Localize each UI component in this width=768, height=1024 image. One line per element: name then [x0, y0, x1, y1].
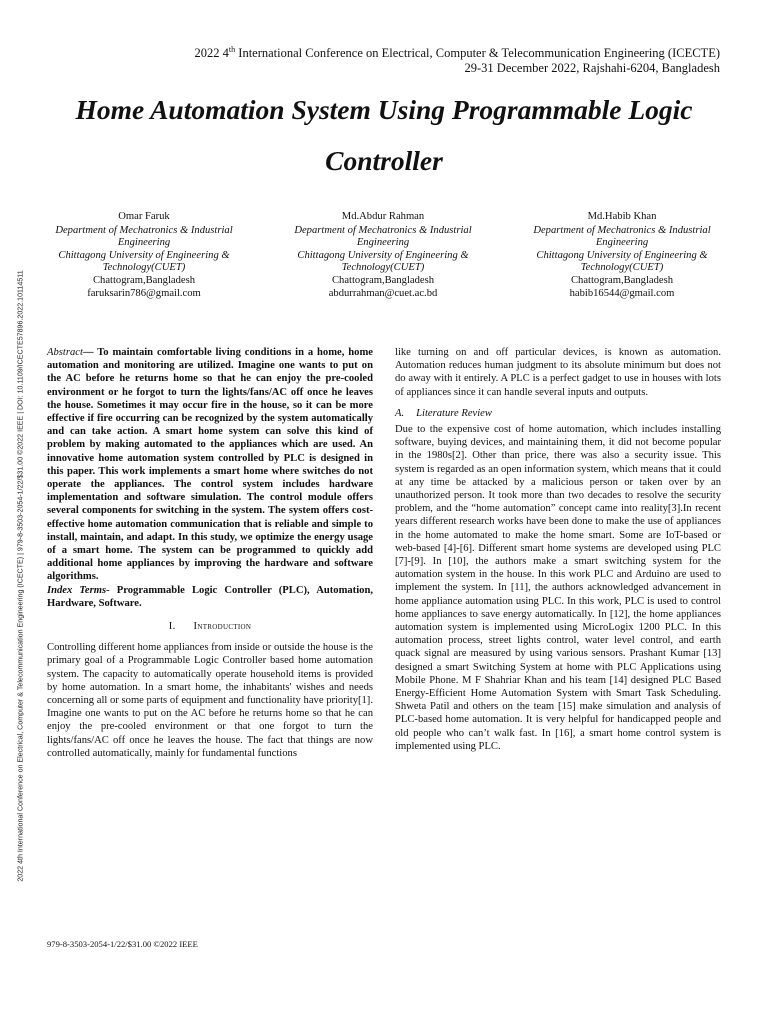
author-department: Department of Mechatronics & Industrial Engineering	[533, 224, 711, 249]
conf-year: 2022 4	[194, 46, 229, 61]
subsection-heading-literature-review	[395, 407, 721, 420]
abstract-label: Abstract	[47, 347, 83, 358]
author-university: Chittagong University of Engineering & Technology(CUET)	[58, 249, 230, 274]
author-university: Chittagong University of Engineering & Technology(CUET)	[536, 249, 708, 274]
doi-strip-text: 2022 4th International Conference on Electrical, Computer & Telecommunication Engineering (ICECTE) | 979-8-3503-2054-1/22/$31.00 ©2022 IEEE | DOI: 10.1109/ICECTE57896.2022.10114511	[17, 270, 25, 882]
author-university: Chittagong University of Engineering & Technology(CUET)	[297, 249, 469, 274]
left-column	[47, 346, 373, 760]
index-terms	[47, 584, 373, 610]
introduction-continued: like turning on and off particular devices, is known as automation. Automation reduces human judgment to its absolute minimum but does not do away with it entirely. A PLC is a perfect gadget to use in houses with lots of appliances since it can handle several inputs and outputs.	[395, 347, 721, 398]
index-terms-label: Index Terms-	[47, 584, 110, 596]
conf-ordinal: th	[228, 45, 236, 54]
conference-name	[195, 42, 720, 61]
conf-title: International Conference on Electrical, Computer & Telecommunication Engineering (ICECTE)	[235, 46, 720, 61]
side-doi-strip	[14, 186, 28, 966]
author-name: Md.Abdur Rahman	[341, 211, 425, 222]
author-name: Md.Habib Khan	[587, 211, 657, 222]
author-name: Omar Faruk	[118, 211, 170, 222]
subsection-number: A.	[395, 407, 405, 419]
subsection-title: Literature Review	[416, 407, 492, 419]
literature-review-paragraph: Due to the expensive cost of home automation, which includes installing software, buying devices, and maintaining them, it did not become popular in the 1980s[2]. Other than price, there was also a security issue. This system is regarded as an open information system, which means that it could at any time be attacked by a malicious person or taken over by an unauthorized person. It took more than two decades to resolve the security problem, and the “home automation” concept came into reality[3].In recent years different research works have been done to make the use of appliances in the home automated to make the home smart. Some are IoT-based or web-based [4]-[6]. Different smart home systems are developed using PLC [7]-[9]. In [10], the authors make a smart switching system for the automation system in the house. In this work PLC and Arduino are used to implement the system. In [11], the authors acknowledged advancement in home appliance automation using PLC. In this work, PLC is used to control home appliances to save energy automatically. In [12], the home appliances automation system is implemented using MicroLogix 1200 PLC. In this automation process, street lights control, water level control, and earth quack signal are measured by using various sensors. Prashant Kumar [13] designed a smart Switching System at home with PLC Applications using Mobile Phone. M F Shahriar Khan and his team [14] designed PLC Based Energy-Efficient Home Automation System with Smart Task Scheduling. Shweta Patil and others on the team [15] make simulation and analysis of PLC-based home automation. It is very helpful for handicapped people and old people who can’t walk fast. In [16], a smart home control system is implemented using PLC.	[395, 424, 721, 752]
author-city: Chattogram,Bangladesh	[331, 274, 435, 286]
author-2	[283, 211, 483, 300]
right-column	[395, 346, 721, 753]
copyright-footer: 979-8-3503-2054-1/22/$31.00 ©2022 IEEE	[47, 939, 198, 949]
introduction-paragraph: Controlling different home appliances from inside or outside the house is the primary goal of a Programmable Logic Controller based home automation system. The capacity to automatically operate household items is provided by home automation. In a smart home, the inhabitants' wishes and needs concerning all or some parts of equipment and functionality have priority[1]. Imagine one wants to put on the AC before he returns home so that he can enjoy the pre-cooled environment or that one forgot to turn the lights/fans/AC off once he leaves the house. The fact that things are now controlled automatically, mainly for fundamental functions	[47, 642, 373, 759]
author-email[interactable]: abdurrahman@cuet.ac.bd	[328, 287, 438, 299]
conference-header	[195, 42, 720, 76]
author-3	[522, 211, 722, 300]
abstract-body: — To maintain comfortable living conditions in a home, home automation and monitoring are utilized. Imagine one wants to put on the AC before he returns home so that he can enjoy the pre-cooled environment or he forgot to turn the lights/fans/AC off once he leaves the house. Sometimes it may occur fire in the house, so it can be more effective if fire occurring can be recognized by the system automatically and can take action. A smart home system can solve this kind of problem by making automated to the appliances which are used. An innovative home automation system controlled by PLC is designed in this paper. This work implements a smart home where switches do not operate the appliances. The control system includes hardware implementation and software simulation. The control module offers several components for switching in the system. The system offers cost-effective home automation communication that is reliable and simple to install, maintain, and adapt. In this study, we optimize the energy usage of a smart home. The system can be programmed to quickly add additional home appliances by improving the hardware and software algorithms.	[47, 347, 373, 583]
abstract	[47, 346, 373, 584]
section-heading-introduction	[47, 620, 373, 633]
author-1	[44, 211, 244, 300]
author-department: Department of Mechatronics & Industrial Engineering	[294, 224, 472, 249]
author-city: Chattogram,Bangladesh	[570, 274, 674, 286]
author-email[interactable]: habib16544@gmail.com	[569, 287, 675, 299]
author-email[interactable]: faruksarin786@gmail.com	[87, 287, 201, 299]
section-title: Introduction	[193, 621, 252, 633]
index-terms-body: Programmable Logic Controller (PLC), Automation, Hardware, Software.	[47, 584, 373, 609]
author-department: Department of Mechatronics & Industrial Engineering	[55, 224, 233, 249]
paper-title: Home Automation System Using Programmable Logic Controller	[75, 94, 693, 176]
author-city: Chattogram,Bangladesh	[92, 274, 196, 286]
section-number: I.	[168, 621, 176, 633]
conference-date-place: 29-31 December 2022, Rajshahi-6204, Bangladesh	[464, 61, 720, 76]
author-block	[44, 211, 722, 300]
